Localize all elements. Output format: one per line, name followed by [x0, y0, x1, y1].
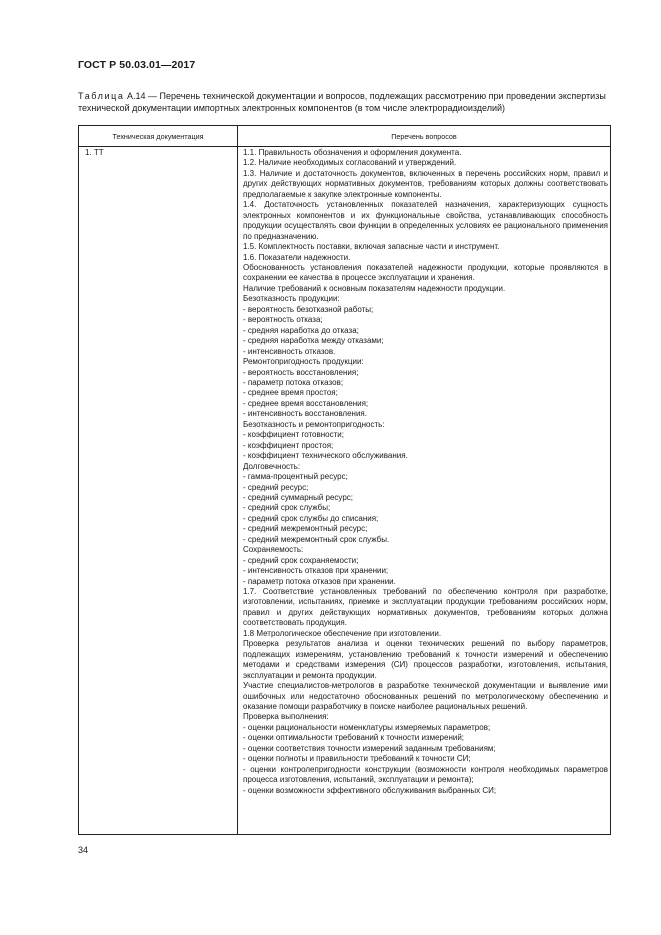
question-item: Проверка результатов анализа и оценки технических решений по выбору параметров, подлежащих измерениям, установлению требований к точности измерений и обеспечению методами и средствами измерения (СИ) процессов разработки, изготовления, испытания, эксплуатации и ремонта продукции. [243, 639, 608, 680]
questions-table [78, 125, 611, 835]
caption-label: Таблица [78, 91, 125, 101]
question-item: - оценки рациональности номенклатуры измеряемых параметров; [243, 722, 491, 732]
question-item: - средний ресурс; [243, 482, 309, 492]
question-item: - вероятность безотказной работы; [243, 304, 374, 314]
question-item: - средний срок службы; [243, 503, 331, 513]
question-item: 1.2. Наличие необходимых согласований и утверждений. [243, 158, 457, 168]
question-item: - среднее время восстановления; [243, 398, 369, 408]
question-item: - вероятность восстановления; [243, 367, 359, 377]
question-item: 1.3. Наличие и достаточность документов, включенных в перечень российских норм, правил и других действующих нормативных документов, требованиям которых должны соответствовать предполагаемые к закупке электронные компоненты. [243, 168, 608, 199]
question-item: Сохраняемость: [243, 545, 304, 555]
question-item: - коэффициент простоя; [243, 440, 334, 450]
question-item: Проверка выполнения: [243, 712, 329, 722]
question-item: - оценки оптимальности требований к точности измерений; [243, 733, 465, 743]
question-item: - интенсивность отказов. [243, 346, 336, 356]
question-item: - коэффициент технического обслуживания. [243, 451, 408, 461]
question-item: Наличие требований к основным показателям надежности продукции. [243, 283, 506, 293]
caption-text: А.14 — Перечень технической документации и вопросов, подлежащих рассмотрению при проведении экспертизы технической документации импортных электронных компонентов (в том числе электрорадиоизделий) [78, 91, 606, 113]
page-number: 34 [78, 845, 89, 855]
table-header-row [79, 126, 610, 147]
question-item: - оценки возможности эффективного обслуживания выбранных СИ; [243, 785, 497, 795]
question-item: Безотказность и ремонтопригодность: [243, 419, 385, 429]
question-item: Ремонтопригодность продукции: [243, 357, 364, 367]
question-item: - параметр потока отказов; [243, 377, 344, 387]
question-item: - среднее время простоя; [243, 388, 338, 398]
question-item: - средняя наработка до отказа; [243, 325, 359, 335]
question-item: - коэффициент готовности; [243, 430, 344, 440]
question-item: - интенсивность восстановления. [243, 409, 367, 419]
column-divider [237, 126, 238, 834]
questions-list [243, 148, 608, 796]
question-item: 1.5. Комплектность поставки, включая запасные части и инструмент. [243, 242, 500, 252]
col-header-questions: Перечень вопросов [391, 132, 457, 141]
question-item: 1.7. Соответствие установленных требований по обеспечению контроля при разработке, изготовлении, испытаниях, приемке и эксплуатации продукции требованиям российских норм, правил и других действующих нормативных документов, требованиям которых должна соответствовать продукция. [243, 587, 608, 628]
question-item: - оценки соответствия точности измерений заданным требованиям; [243, 743, 496, 753]
question-item: 1.8 Метрологическое обеспечение при изготовлении. [243, 628, 442, 638]
question-item: 1.1. Правильность обозначения и оформления документа. [243, 148, 462, 157]
question-item: - средний срок сохраняемости; [243, 555, 359, 565]
document-code: ГОСТ Р 50.03.01—2017 [78, 59, 196, 71]
question-item: Участие специалистов-метрологов в разработке технической документации и выявление ими ошибочных или недостаточно обоснованных решений по метрологическому обеспечению и оказание помощи разработчику в поиске наиболее рациональных решений. [243, 681, 608, 712]
question-item: - интенсивность отказов при хранении; [243, 566, 389, 576]
question-item: 1.6. Показатели надежности. [243, 252, 351, 262]
col-header-documentation: Техническая документация [112, 132, 204, 141]
question-item: - параметр потока отказов при хранении. [243, 576, 396, 586]
table-caption [78, 90, 618, 114]
question-item: - оценки контролепригодности конструкции (возможности контроля необходимых параметров процесса изготовления, испытаний, эксплуатации и ремонта); [243, 764, 608, 785]
row-label-tt: 1. ТТ [85, 148, 104, 157]
question-item: - вероятность отказа; [243, 315, 323, 325]
question-item: - гамма-процентный ресурс; [243, 472, 348, 482]
question-item: - средний межремонтный срок службы. [243, 534, 390, 544]
question-item: - оценки полноты и правильности требований к точности СИ; [243, 754, 471, 764]
question-item: Долговечность: [243, 461, 301, 471]
question-item: - средний суммарный ресурс; [243, 492, 354, 502]
question-item: - средний межремонтный ресурс; [243, 524, 368, 534]
question-item: Обоснованность установления показателей надежности продукции, которые проявляются в сохранении ее качества в процессе эксплуатации и хранения. [243, 262, 608, 283]
question-item: - средний срок службы до списания; [243, 513, 379, 523]
question-item: Безотказность продукции: [243, 294, 340, 304]
question-item: - средняя наработка между отказами; [243, 336, 384, 346]
question-item: 1.4. Достаточность установленных показателей назначения, характеризующих сущность электронных компонентов и их функциональные свойства, устанавливающих способность продукции осуществлять свои функции в определенных условиях ее рационального применения по предназначению. [243, 200, 608, 241]
